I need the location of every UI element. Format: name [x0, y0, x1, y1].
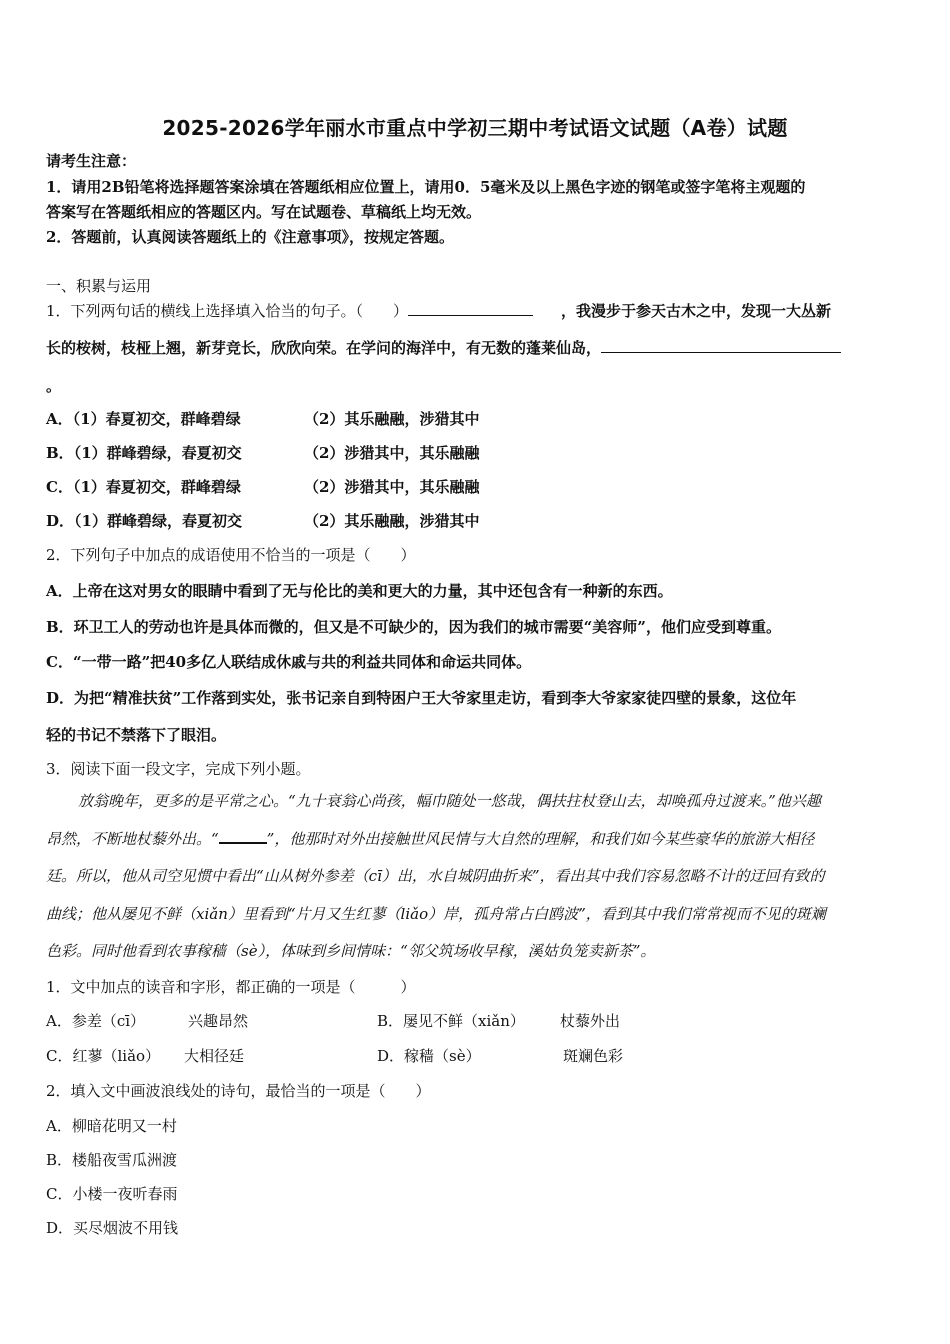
page-title: 2025-2026学年丽水市重点中学初三期中考试语文试题（A卷）试题 — [162, 116, 788, 140]
q3-passage-line1: 放翁晚年，更多的是平常之心。“九十衰翁心尚孩，幅巾随处一悠哉，偶扶拄杖登山去，却唤孤舟过渡来。”他兴趣 — [78, 792, 821, 810]
q3-passage-line2: 昂然，不断地杖藜外出。“ ”，他那时对外出接触世风民情与大自然的理解，和我们如今某些豪华的旅游大相径 — [46, 830, 815, 848]
q1-stem-a: 1．下列两句话的横线上选择填入恰当的句子。（ ） — [46, 302, 409, 320]
q1-option-c: C．（1）春夏初交，群峰碧绿 （2）涉猎其中，其乐融融 — [46, 478, 480, 496]
q2-option-c: C．“一带一路”把40多亿人联结成休戚与共的利益共同体和命运共同体。 — [46, 653, 532, 671]
q3-passage-line5: 色彩。同时他看到农事稼穑（sè），体味到乡间情味：“邻父筑场收早稼，溪姑负笼卖新茶”。 — [46, 942, 656, 960]
q3-sub1-row2: C．红蓼（liǎo） 大相径廷 D．稼穑（sè） 斑斓色彩 — [46, 1047, 624, 1065]
q2-option-d-line1: D．为把“精准扶贫”工作落到实处，张书记亲自到特困户王大爷家里走访，看到李大爷家家徒四壁的景象，这位年 — [46, 689, 797, 707]
q1-option-a: A．（1）春夏初交，群峰碧绿 （2）其乐融融，涉猎其中 — [46, 410, 480, 428]
q1-blank-1 — [408, 301, 533, 316]
q3-stem: 3．阅读下面一段文字，完成下列小题。 — [46, 760, 311, 778]
q3-wavy-blank — [219, 828, 267, 844]
q3-sub1-stem: 1．文中加点的读音和字形，都正确的一项是（ ） — [46, 978, 416, 996]
q3-sub2-stem: 2．填入文中画波浪线处的诗句，最恰当的一项是（ ） — [46, 1082, 431, 1100]
q2-option-b: B．环卫工人的劳动也许是具体而微的，但又是不可缺少的，因为我们的城市需要“美容师”，他们应受到尊重。 — [46, 618, 781, 636]
q1-stem-c: 长的桉树，枝桠上翘，新芽竞长，欣欣向荣。在学问的海洋中，有无数的蓬莱仙岛， — [46, 339, 602, 357]
q1-stem-line2 — [46, 338, 841, 358]
q1-stem-end: 。 — [46, 377, 62, 395]
q3-sub2-option-b: B．楼船夜雪瓜洲渡 — [46, 1151, 178, 1169]
q1-stem-b: ，我漫步于参天古木之中，发现一大丛新 — [561, 302, 832, 320]
q1-stem-line1 — [46, 301, 831, 321]
notice-line-2: 2．答题前，认真阅读答题纸上的《注意事项》，按规定答题。 — [46, 228, 454, 246]
q1-option-d: D．（1）群峰碧绿，春夏初交 （2）其乐融融，涉猎其中 — [46, 512, 480, 530]
notice-heading: 请考生注意： — [46, 152, 137, 170]
q2-stem: 2．下列句子中加点的成语使用不恰当的一项是（ ） — [46, 546, 416, 564]
q3-sub2-option-c: C．小楼一夜听春雨 — [46, 1185, 178, 1203]
q3-passage-line3: 廷。所以，他从司空见惯中看出“山从树外参差（cī）出，水自城阴曲折来”，看出其中我们容易忽略不计的迂回有致的 — [46, 867, 825, 885]
q2-option-d-line2: 轻的书记不禁落下了眼泪。 — [46, 726, 227, 744]
q3-sub1-row1: A．参差（cī） 兴趣昂然 B．屡见不鲜（xiǎn） 杖藜外出 — [46, 1012, 621, 1030]
section-heading: 一、积累与运用 — [46, 277, 152, 295]
notice-line-1a: 1．请用2B铅笔将选择题答案涂填在答题纸相应位置上，请用0．5毫米及以上黑色字迹的钢笔或签字笔将主观题的 — [46, 178, 806, 196]
q3-sub2-option-a: A．柳暗花明又一村 — [46, 1117, 177, 1135]
notice-line-1b: 答案写在答题纸相应的答题区内。写在试题卷、草稿纸上均无效。 — [46, 203, 482, 221]
q1-option-b: B．（1）群峰碧绿，春夏初交 （2）涉猎其中，其乐融融 — [46, 444, 480, 462]
q2-option-a: A．上帝在这对男女的眼睛中看到了无与伦比的美和更大的力量，其中还包含有一种新的东西。 — [46, 582, 673, 600]
q3-sub2-option-d: D．买尽烟波不用钱 — [46, 1219, 179, 1237]
q1-blank-2 — [601, 338, 841, 353]
q3-passage-line4: 曲线；他从屡见不鲜（xiǎn）里看到“片月又生红蓼（liǎo）岸，孤舟常占白鸥波”，看到其中我们常常视而不见的斑斓 — [46, 905, 826, 923]
